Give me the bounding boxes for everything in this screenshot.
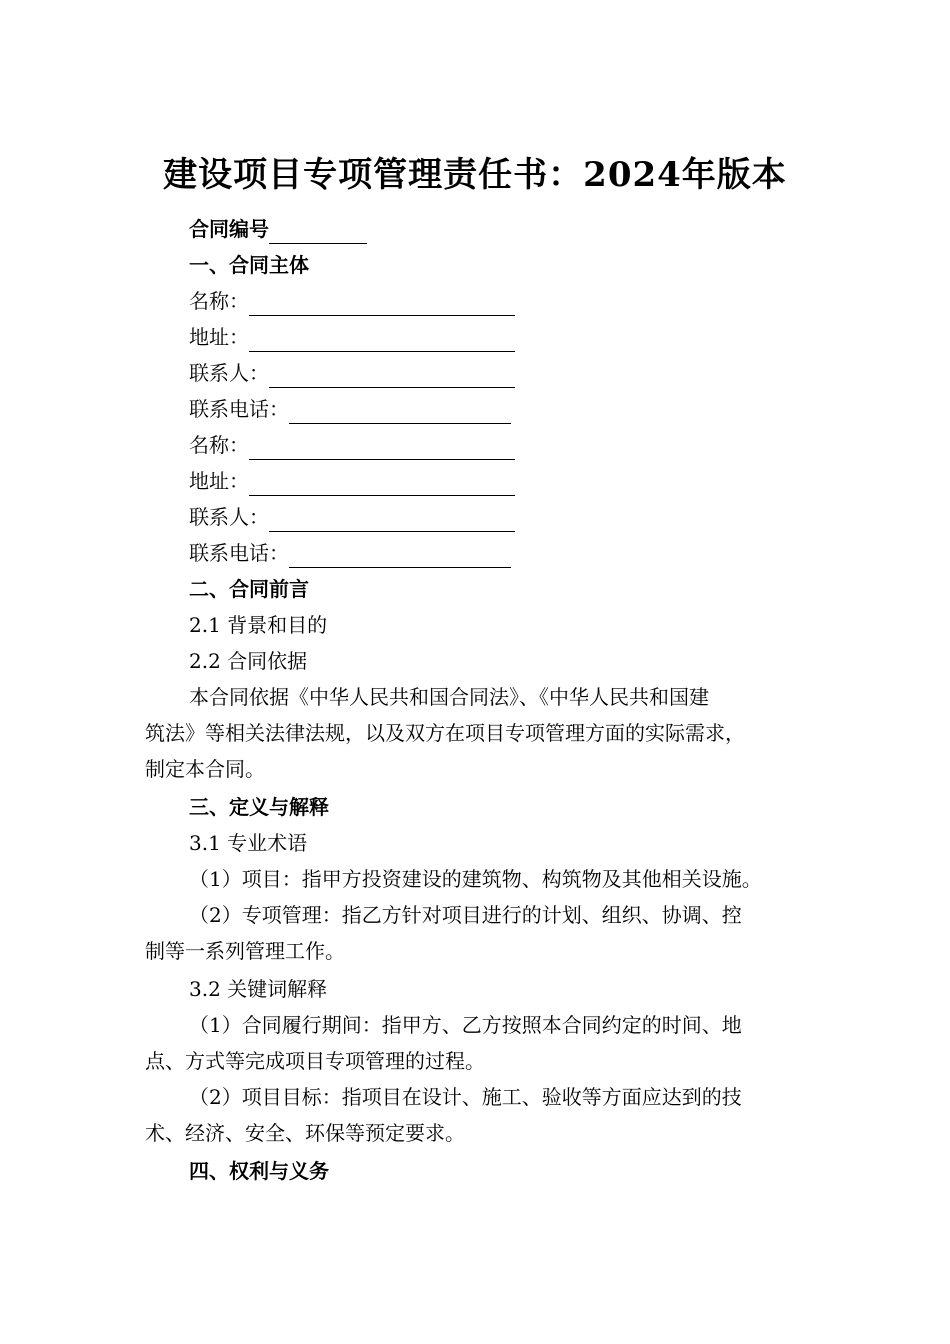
- party-b-address: [189, 466, 515, 496]
- party-a-name-label: 名称：: [189, 289, 249, 313]
- party-a-name: [189, 286, 515, 316]
- contract-number: [189, 214, 367, 244]
- party-b-address-label: 地址：: [189, 469, 249, 493]
- keyword-item-2-cont: 术、经济、安全、环保等预定要求。: [145, 1121, 465, 1145]
- party-b-name: [189, 430, 515, 460]
- keyword-item-1: （1）合同履行期间：指甲方、乙方按照本合同约定的时间、地: [189, 1013, 742, 1037]
- contract-number-label: 合同编号: [189, 217, 269, 241]
- party-a-phone: [189, 394, 511, 424]
- keyword-item-1-cont: 点、方式等完成项目专项管理的过程。: [145, 1049, 485, 1073]
- term-item-1: （1）项目：指甲方投资建设的建筑物、构筑物及其他相关设施。: [189, 867, 762, 891]
- party-a-phone-blank[interactable]: [289, 399, 511, 424]
- party-b-phone-label: 联系电话：: [189, 541, 289, 565]
- subsection-3-2: 3.2 关键词解释: [189, 977, 328, 1001]
- contract-number-blank[interactable]: [269, 219, 367, 244]
- party-a-contact-label: 联系人：: [189, 361, 269, 385]
- party-a-address-label: 地址：: [189, 325, 249, 349]
- document-title: 建设项目专项管理责任书：2024年版本: [163, 155, 787, 195]
- party-a-phone-label: 联系电话：: [189, 397, 289, 421]
- section-2-heading: 二、合同前言: [189, 577, 309, 601]
- paragraph-line: 制定本合同。: [145, 757, 265, 781]
- party-a-name-blank[interactable]: [249, 291, 515, 316]
- party-b-name-blank[interactable]: [249, 435, 515, 460]
- party-b-contact: [189, 502, 515, 532]
- party-a-address: [189, 322, 515, 352]
- party-a-contact: [189, 358, 515, 388]
- party-b-contact-blank[interactable]: [269, 507, 515, 532]
- term-item-2-cont: 制等一系列管理工作。: [145, 939, 345, 963]
- paragraph-line: 筑法》等相关法律法规，以及双方在项目专项管理方面的实际需求，: [145, 721, 745, 745]
- party-b-phone-blank[interactable]: [289, 543, 511, 568]
- section-4-heading: 四、权利与义务: [189, 1159, 329, 1183]
- party-b-phone: [189, 538, 511, 568]
- keyword-item-2: （2）项目目标：指项目在设计、施工、验收等方面应达到的技: [189, 1085, 742, 1109]
- party-b-name-label: 名称：: [189, 433, 249, 457]
- section-3-heading: 三、定义与解释: [189, 795, 329, 819]
- subsection-2-1: 2.1 背景和目的: [189, 613, 328, 637]
- party-a-address-blank[interactable]: [249, 327, 515, 352]
- subsection-3-1: 3.1 专业术语: [189, 831, 308, 855]
- party-b-address-blank[interactable]: [249, 471, 515, 496]
- party-a-contact-blank[interactable]: [269, 363, 515, 388]
- party-b-contact-label: 联系人：: [189, 505, 269, 529]
- subsection-2-2: 2.2 合同依据: [189, 649, 308, 673]
- paragraph-line: 本合同依据《中华人民共和国合同法》、《中华人民共和国建: [189, 685, 709, 709]
- section-1-heading: 一、合同主体: [189, 253, 309, 277]
- term-item-2: （2）专项管理：指乙方针对项目进行的计划、组织、协调、控: [189, 903, 742, 927]
